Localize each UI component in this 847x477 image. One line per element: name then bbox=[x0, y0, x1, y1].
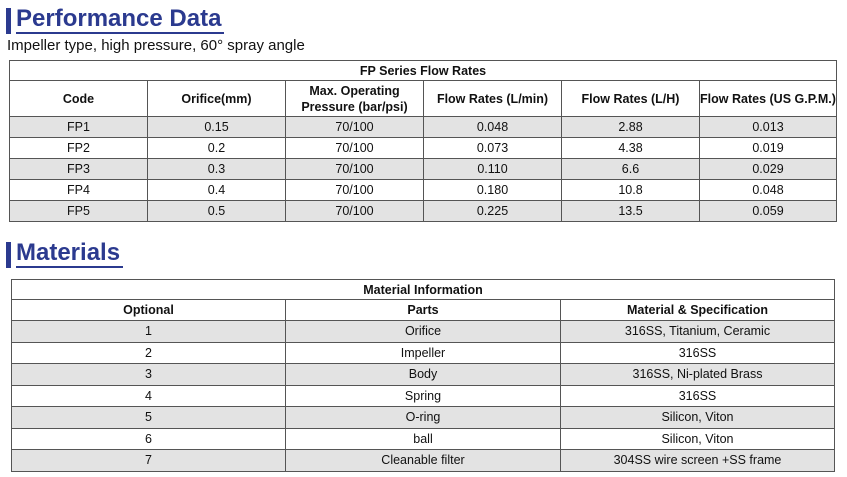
column-header: Flow Rates (US G.P.M.) bbox=[700, 81, 837, 117]
table-cell: 0.013 bbox=[700, 117, 837, 138]
table-row bbox=[10, 117, 837, 138]
table-row bbox=[12, 407, 835, 429]
materials-title: Materials bbox=[16, 240, 123, 268]
table-row bbox=[10, 138, 837, 159]
performance-subtitle: Impeller type, high pressure, 60° spray angle bbox=[7, 37, 305, 54]
column-header: Flow Rates (L/min) bbox=[424, 81, 562, 117]
table-cell: O-ring bbox=[286, 407, 561, 429]
table-cell: 0.4 bbox=[148, 180, 286, 201]
title-accent-bar bbox=[6, 8, 11, 34]
table-cell: 304SS wire screen +SS frame bbox=[561, 450, 835, 472]
column-header: Flow Rates (L/H) bbox=[562, 81, 700, 117]
table-cell: 6.6 bbox=[562, 159, 700, 180]
table-cell: 10.8 bbox=[562, 180, 700, 201]
table-cell: Cleanable filter bbox=[286, 450, 561, 472]
table-cell: 0.2 bbox=[148, 138, 286, 159]
table-row bbox=[12, 321, 835, 343]
table-cell: FP3 bbox=[10, 159, 148, 180]
flow-rates-table bbox=[9, 60, 837, 222]
table-cell: 0.15 bbox=[148, 117, 286, 138]
table-row bbox=[12, 342, 835, 364]
table-cell: 3 bbox=[12, 364, 286, 386]
materials-table-caption: Material Information bbox=[12, 280, 835, 300]
table-cell: Spring bbox=[286, 385, 561, 407]
table-cell: Silicon, Viton bbox=[561, 407, 835, 429]
table-cell: 4.38 bbox=[562, 138, 700, 159]
table-cell: 0.3 bbox=[148, 159, 286, 180]
column-header: Optional bbox=[12, 300, 286, 321]
table-row bbox=[10, 201, 837, 222]
performance-title: Performance Data bbox=[16, 6, 224, 34]
table-cell: 316SS, Titanium, Ceramic bbox=[561, 321, 835, 343]
table-row bbox=[12, 428, 835, 450]
materials-table bbox=[11, 279, 835, 472]
materials-header-row bbox=[12, 300, 835, 321]
table-cell: 316SS bbox=[561, 342, 835, 364]
table-cell: FP2 bbox=[10, 138, 148, 159]
table-cell: 4 bbox=[12, 385, 286, 407]
table-row bbox=[12, 364, 835, 386]
table-row bbox=[10, 159, 837, 180]
table-cell: 0.059 bbox=[700, 201, 837, 222]
table-cell: 0.019 bbox=[700, 138, 837, 159]
table-cell: Impeller bbox=[286, 342, 561, 364]
table-cell: FP5 bbox=[10, 201, 148, 222]
column-header: Material & Specification bbox=[561, 300, 835, 321]
table-cell: 70/100 bbox=[286, 138, 424, 159]
table-cell: 70/100 bbox=[286, 180, 424, 201]
table-cell: 316SS bbox=[561, 385, 835, 407]
table-cell: 1 bbox=[12, 321, 286, 343]
column-header: Max. Operating Pressure (bar/psi) bbox=[286, 81, 424, 117]
flow-rates-header-row bbox=[10, 81, 837, 117]
table-row bbox=[12, 450, 835, 472]
table-cell: 70/100 bbox=[286, 201, 424, 222]
table-cell: 0.048 bbox=[700, 180, 837, 201]
table-cell: Orifice bbox=[286, 321, 561, 343]
table-cell: 13.5 bbox=[562, 201, 700, 222]
table-cell: 0.225 bbox=[424, 201, 562, 222]
column-header: Parts bbox=[286, 300, 561, 321]
table-cell: 6 bbox=[12, 428, 286, 450]
table-cell: 0.110 bbox=[424, 159, 562, 180]
table-cell: 0.029 bbox=[700, 159, 837, 180]
table-cell: 7 bbox=[12, 450, 286, 472]
table-cell: Silicon, Viton bbox=[561, 428, 835, 450]
table-row bbox=[12, 385, 835, 407]
table-cell: 0.180 bbox=[424, 180, 562, 201]
table-cell: Body bbox=[286, 364, 561, 386]
flow-rates-table-caption: FP Series Flow Rates bbox=[10, 61, 837, 81]
table-cell: 2 bbox=[12, 342, 286, 364]
table-cell: 2.88 bbox=[562, 117, 700, 138]
table-cell: FP4 bbox=[10, 180, 148, 201]
table-cell: 70/100 bbox=[286, 159, 424, 180]
table-row bbox=[10, 180, 837, 201]
table-cell: 0.5 bbox=[148, 201, 286, 222]
materials-section-title bbox=[6, 240, 123, 268]
table-cell: 5 bbox=[12, 407, 286, 429]
table-cell: 0.073 bbox=[424, 138, 562, 159]
table-cell: ball bbox=[286, 428, 561, 450]
table-cell: FP1 bbox=[10, 117, 148, 138]
column-header: Code bbox=[10, 81, 148, 117]
table-cell: 0.048 bbox=[424, 117, 562, 138]
title-accent-bar bbox=[6, 242, 11, 268]
column-header: Orifice(mm) bbox=[148, 81, 286, 117]
table-cell: 70/100 bbox=[286, 117, 424, 138]
performance-section-title bbox=[6, 6, 224, 34]
table-cell: 316SS, Ni-plated Brass bbox=[561, 364, 835, 386]
